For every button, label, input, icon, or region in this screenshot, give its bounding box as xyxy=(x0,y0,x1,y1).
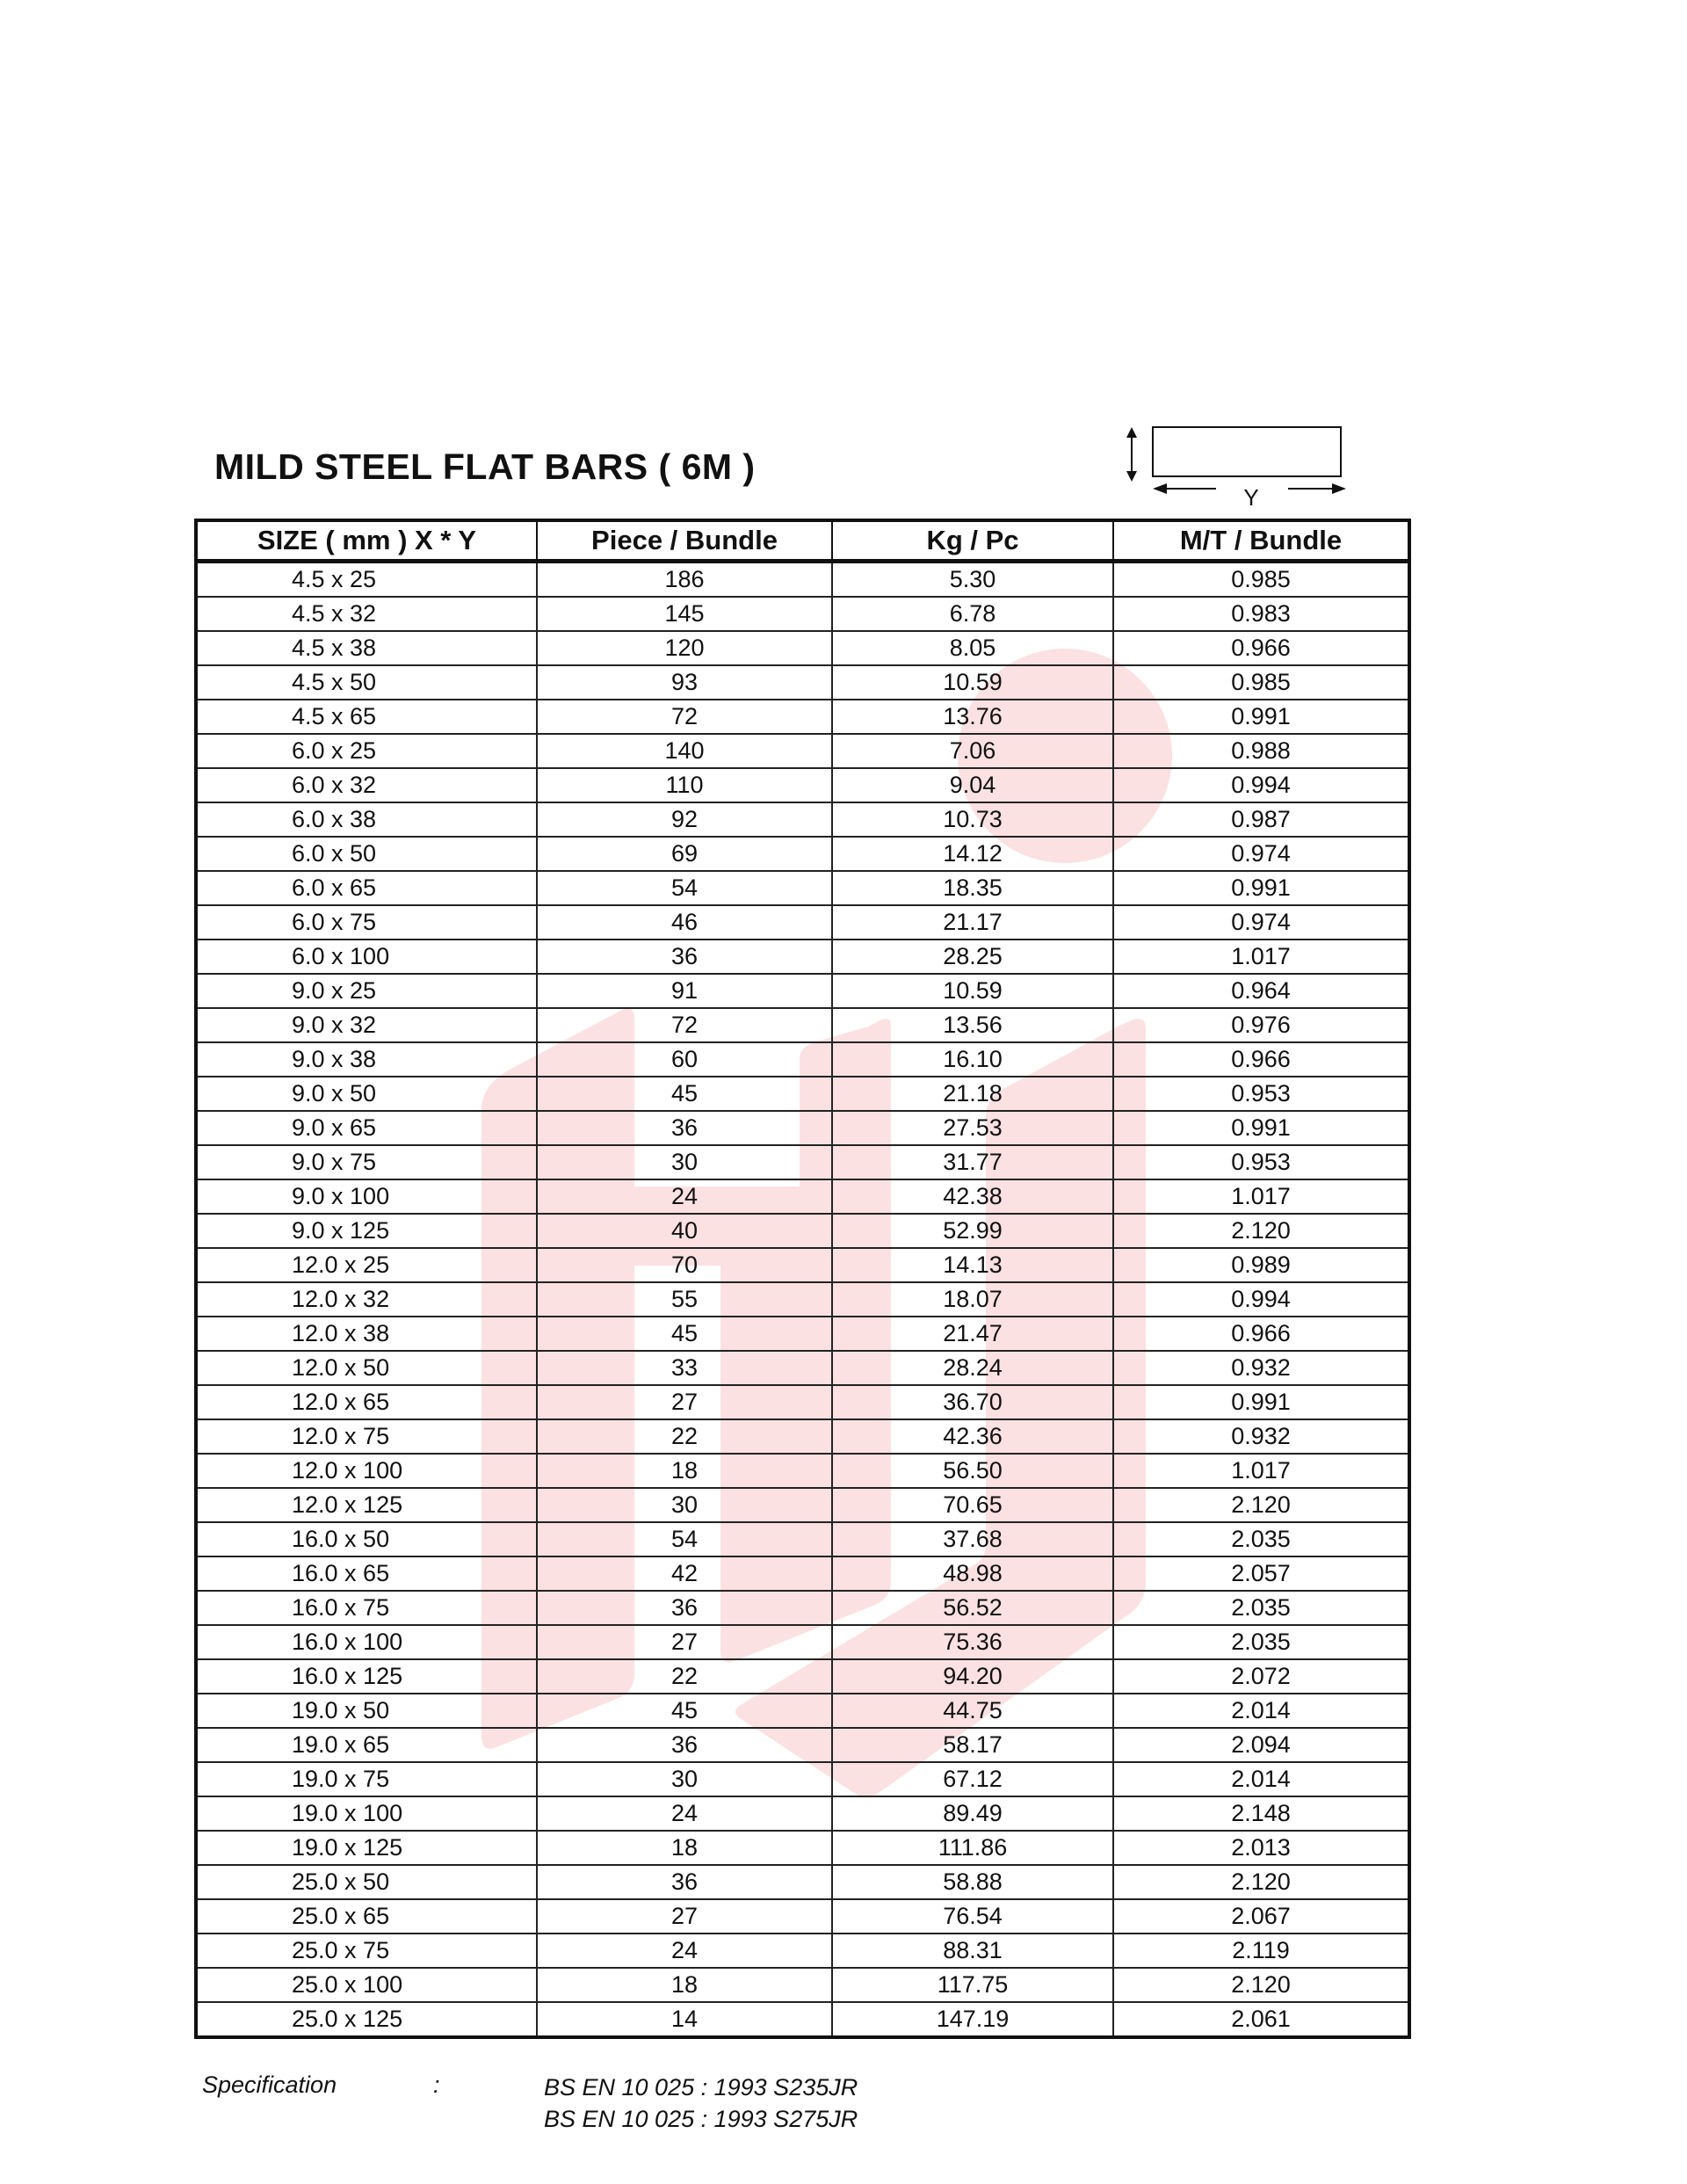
size-cell: 16.0 x 75 xyxy=(196,1591,537,1625)
size-cell: 6.0 x 50 xyxy=(196,837,537,871)
size-cell: 9.0 x 65 xyxy=(196,1111,537,1145)
piece-bundle-cell: 27 xyxy=(537,1899,832,1934)
mt-bundle-cell: 0.983 xyxy=(1113,597,1409,631)
mt-bundle-cell: 0.985 xyxy=(1113,665,1409,700)
kg-pc-cell: 89.49 xyxy=(832,1796,1113,1831)
bar-cross-section xyxy=(1153,427,1341,476)
mt-bundle-column-header: M/T / Bundle xyxy=(1113,520,1409,562)
table-row xyxy=(196,1419,1409,1454)
table-row xyxy=(196,665,1409,700)
dimension-diagram xyxy=(1116,424,1353,520)
mt-bundle-cell: 0.989 xyxy=(1113,1248,1409,1282)
mt-bundle-cell: 0.994 xyxy=(1113,1282,1409,1317)
kg-pc-cell: 8.05 xyxy=(832,631,1113,665)
size-cell: 19.0 x 65 xyxy=(196,1728,537,1762)
piece-bundle-cell: 54 xyxy=(537,1522,832,1556)
kg-pc-cell: 9.04 xyxy=(832,768,1113,802)
table-row xyxy=(196,1522,1409,1556)
piece-bundle-cell: 22 xyxy=(537,1419,832,1454)
kg-pc-cell: 10.59 xyxy=(832,974,1113,1008)
piece-bundle-cell: 45 xyxy=(537,1077,832,1111)
mt-bundle-cell: 0.953 xyxy=(1113,1077,1409,1111)
mt-bundle-cell: 1.017 xyxy=(1113,940,1409,974)
table-row xyxy=(196,1008,1409,1042)
size-cell: 16.0 x 50 xyxy=(196,1522,537,1556)
piece-bundle-cell: 45 xyxy=(537,1694,832,1728)
size-cell: 19.0 x 125 xyxy=(196,1831,537,1865)
piece-bundle-cell: 186 xyxy=(537,562,832,598)
table-row xyxy=(196,1762,1409,1796)
piece-bundle-cell: 120 xyxy=(537,631,832,665)
size-cell: 6.0 x 100 xyxy=(196,940,537,974)
mt-bundle-cell: 0.953 xyxy=(1113,1145,1409,1179)
kg-pc-cell: 10.59 xyxy=(832,665,1113,700)
kg-pc-cell: 88.31 xyxy=(832,1934,1113,1968)
size-cell: 12.0 x 65 xyxy=(196,1385,537,1419)
table-row xyxy=(196,1042,1409,1077)
piece-bundle-cell: 18 xyxy=(537,1831,832,1865)
piece-bundle-cell: 140 xyxy=(537,734,832,768)
kg-pc-cell: 147.19 xyxy=(832,2002,1113,2037)
table-row xyxy=(196,1282,1409,1317)
mt-bundle-cell: 2.148 xyxy=(1113,1796,1409,1831)
mt-bundle-cell: 1.017 xyxy=(1113,1179,1409,1214)
table-row xyxy=(196,1694,1409,1728)
piece-bundle-cell: 92 xyxy=(537,802,832,837)
size-cell: 25.0 x 50 xyxy=(196,1865,537,1899)
kg-pc-cell: 56.52 xyxy=(832,1591,1113,1625)
table-row xyxy=(196,1831,1409,1865)
mt-bundle-cell: 0.966 xyxy=(1113,631,1409,665)
mt-bundle-cell: 2.035 xyxy=(1113,1522,1409,1556)
mt-bundle-cell: 0.932 xyxy=(1113,1351,1409,1385)
mt-bundle-cell: 2.120 xyxy=(1113,1488,1409,1522)
mt-bundle-cell: 2.057 xyxy=(1113,1556,1409,1591)
piece-bundle-cell: 36 xyxy=(537,940,832,974)
width-arrow-right-head xyxy=(1332,483,1346,494)
mt-bundle-cell: 0.991 xyxy=(1113,700,1409,734)
size-column-header: SIZE ( mm ) X * Y xyxy=(196,520,537,562)
kg-pc-cell: 28.25 xyxy=(832,940,1113,974)
piece-bundle-cell: 27 xyxy=(537,1625,832,1659)
kg-pc-cell: 36.70 xyxy=(832,1385,1113,1419)
size-cell: 12.0 x 32 xyxy=(196,1282,537,1317)
mt-bundle-cell: 2.061 xyxy=(1113,2002,1409,2037)
table-row xyxy=(196,1385,1409,1419)
specification-value: BS EN 10 025 : 1993 S235JR xyxy=(544,2074,858,2101)
table-header-row xyxy=(196,520,1409,562)
size-cell: 9.0 x 125 xyxy=(196,1214,537,1248)
table-row xyxy=(196,837,1409,871)
piece-bundle-cell: 18 xyxy=(537,1968,832,2002)
mt-bundle-cell: 0.987 xyxy=(1113,802,1409,837)
size-cell: 12.0 x 50 xyxy=(196,1351,537,1385)
table-row xyxy=(196,1111,1409,1145)
table-row xyxy=(196,1865,1409,1899)
piece-bundle-cell: 60 xyxy=(537,1042,832,1077)
kg-pc-cell: 58.17 xyxy=(832,1728,1113,1762)
piece-bundle-cell: 55 xyxy=(537,1282,832,1317)
mt-bundle-cell: 0.976 xyxy=(1113,1008,1409,1042)
size-cell: 25.0 x 75 xyxy=(196,1934,537,1968)
size-cell: 6.0 x 65 xyxy=(196,871,537,905)
table-row xyxy=(196,1934,1409,1968)
size-cell: 25.0 x 65 xyxy=(196,1899,537,1934)
mt-bundle-cell: 0.994 xyxy=(1113,768,1409,802)
piece-bundle-cell: 72 xyxy=(537,700,832,734)
piece-bundle-cell: 36 xyxy=(537,1111,832,1145)
size-cell: 25.0 x 100 xyxy=(196,1968,537,2002)
mt-bundle-cell: 0.966 xyxy=(1113,1042,1409,1077)
kg-pc-cell: 48.98 xyxy=(832,1556,1113,1591)
table-row xyxy=(196,734,1409,768)
kg-pc-cell: 75.36 xyxy=(832,1625,1113,1659)
mt-bundle-cell: 2.014 xyxy=(1113,1694,1409,1728)
mt-bundle-cell: 2.035 xyxy=(1113,1591,1409,1625)
table-row xyxy=(196,1899,1409,1934)
kg-pc-cell: 18.35 xyxy=(832,871,1113,905)
width-arrow-left-head xyxy=(1153,483,1167,494)
table-row xyxy=(196,1214,1409,1248)
kg-pc-cell: 14.12 xyxy=(832,837,1113,871)
thickness-arrow-up-head xyxy=(1126,427,1137,438)
table-row xyxy=(196,1625,1409,1659)
mt-bundle-cell: 1.017 xyxy=(1113,1454,1409,1488)
mt-bundle-cell: 0.966 xyxy=(1113,1317,1409,1351)
mt-bundle-cell: 0.985 xyxy=(1113,562,1409,598)
mt-bundle-cell: 2.094 xyxy=(1113,1728,1409,1762)
specification-label: Specification xyxy=(202,2072,337,2098)
size-cell: 4.5 x 38 xyxy=(196,631,537,665)
kg-pc-cell: 44.75 xyxy=(832,1694,1113,1728)
size-cell: 12.0 x 75 xyxy=(196,1419,537,1454)
mt-bundle-cell: 0.991 xyxy=(1113,1385,1409,1419)
kg-pc-cell: 16.10 xyxy=(832,1042,1113,1077)
piece-bundle-cell: 45 xyxy=(537,1317,832,1351)
piece-bundle-cell: 18 xyxy=(537,1454,832,1488)
mt-bundle-cell: 0.988 xyxy=(1113,734,1409,768)
kg-pc-cell: 67.12 xyxy=(832,1762,1113,1796)
size-cell: 4.5 x 32 xyxy=(196,597,537,631)
mt-bundle-cell: 2.014 xyxy=(1113,1762,1409,1796)
piece-bundle-cell: 145 xyxy=(537,597,832,631)
kg-pc-cell: 13.56 xyxy=(832,1008,1113,1042)
size-cell: 4.5 x 50 xyxy=(196,665,537,700)
size-cell: 12.0 x 38 xyxy=(196,1317,537,1351)
size-cell: 12.0 x 100 xyxy=(196,1454,537,1488)
table-row xyxy=(196,802,1409,837)
kg-pc-cell: 14.13 xyxy=(832,1248,1113,1282)
kg-pc-cell: 27.53 xyxy=(832,1111,1113,1145)
piece-bundle-cell: 36 xyxy=(537,1728,832,1762)
kg-pc-cell: 7.06 xyxy=(832,734,1113,768)
mt-bundle-cell: 0.991 xyxy=(1113,1111,1409,1145)
table-row xyxy=(196,768,1409,802)
piece-bundle-cell: 69 xyxy=(537,837,832,871)
size-cell: 19.0 x 100 xyxy=(196,1796,537,1831)
table-row xyxy=(196,1351,1409,1385)
specification-colon: : xyxy=(433,2072,440,2098)
size-cell: 9.0 x 25 xyxy=(196,974,537,1008)
table-row xyxy=(196,1248,1409,1282)
size-cell: 12.0 x 125 xyxy=(196,1488,537,1522)
table-row xyxy=(196,631,1409,665)
kg-pc-cell: 10.73 xyxy=(832,802,1113,837)
size-cell: 6.0 x 25 xyxy=(196,734,537,768)
kg-pc-cell: 42.38 xyxy=(832,1179,1113,1214)
mt-bundle-cell: 2.013 xyxy=(1113,1831,1409,1865)
table-body xyxy=(196,562,1409,2038)
kg-pc-column-header: Kg / Pc xyxy=(832,520,1113,562)
size-cell: 19.0 x 50 xyxy=(196,1694,537,1728)
width-label: Y xyxy=(1243,484,1259,511)
table-row xyxy=(196,974,1409,1008)
size-cell: 9.0 x 75 xyxy=(196,1145,537,1179)
piece-bundle-column-header: Piece / Bundle xyxy=(537,520,832,562)
thickness-arrow-down-head xyxy=(1126,471,1137,482)
piece-bundle-cell: 24 xyxy=(537,1179,832,1214)
mt-bundle-cell: 0.991 xyxy=(1113,871,1409,905)
piece-bundle-cell: 30 xyxy=(537,1145,832,1179)
table-row xyxy=(196,1179,1409,1214)
flat-bar-table xyxy=(194,519,1408,2039)
table-row xyxy=(196,1454,1409,1488)
kg-pc-cell: 52.99 xyxy=(832,1214,1113,1248)
kg-pc-cell: 76.54 xyxy=(832,1899,1113,1934)
table-row xyxy=(196,871,1409,905)
kg-pc-cell: 94.20 xyxy=(832,1659,1113,1694)
kg-pc-cell: 117.75 xyxy=(832,1968,1113,2002)
piece-bundle-cell: 46 xyxy=(537,905,832,940)
size-cell: 6.0 x 38 xyxy=(196,802,537,837)
piece-bundle-cell: 72 xyxy=(537,1008,832,1042)
size-cell: 9.0 x 100 xyxy=(196,1179,537,1214)
size-cell: 9.0 x 32 xyxy=(196,1008,537,1042)
piece-bundle-cell: 42 xyxy=(537,1556,832,1591)
piece-bundle-cell: 14 xyxy=(537,2002,832,2037)
mt-bundle-cell: 0.974 xyxy=(1113,905,1409,940)
size-cell: 6.0 x 75 xyxy=(196,905,537,940)
table-row xyxy=(196,2002,1409,2037)
page-title: MILD STEEL FLAT BARS ( 6M ) xyxy=(214,446,756,487)
mt-bundle-cell: 2.119 xyxy=(1113,1934,1409,1968)
mt-bundle-cell: 2.120 xyxy=(1113,1865,1409,1899)
table-row xyxy=(196,1488,1409,1522)
table-row xyxy=(196,1796,1409,1831)
table-row xyxy=(196,1556,1409,1591)
table-row xyxy=(196,1145,1409,1179)
size-cell: 16.0 x 65 xyxy=(196,1556,537,1591)
size-cell: 9.0 x 38 xyxy=(196,1042,537,1077)
table-row xyxy=(196,1317,1409,1351)
mt-bundle-cell: 0.964 xyxy=(1113,974,1409,1008)
kg-pc-cell: 42.36 xyxy=(832,1419,1113,1454)
kg-pc-cell: 13.76 xyxy=(832,700,1113,734)
table-row xyxy=(196,905,1409,940)
piece-bundle-cell: 30 xyxy=(537,1762,832,1796)
table-row xyxy=(196,700,1409,734)
mt-bundle-cell: 2.035 xyxy=(1113,1625,1409,1659)
piece-bundle-cell: 24 xyxy=(537,1934,832,1968)
kg-pc-cell: 5.30 xyxy=(832,562,1113,598)
piece-bundle-cell: 110 xyxy=(537,768,832,802)
specification-value: BS EN 10 025 : 1993 S275JR xyxy=(544,2106,858,2132)
piece-bundle-cell: 33 xyxy=(537,1351,832,1385)
size-cell: 16.0 x 125 xyxy=(196,1659,537,1694)
kg-pc-cell: 70.65 xyxy=(832,1488,1113,1522)
kg-pc-cell: 6.78 xyxy=(832,597,1113,631)
size-cell: 6.0 x 32 xyxy=(196,768,537,802)
size-cell: 12.0 x 25 xyxy=(196,1248,537,1282)
kg-pc-cell: 21.17 xyxy=(832,905,1113,940)
mt-bundle-cell: 2.120 xyxy=(1113,1968,1409,2002)
table-row xyxy=(196,1728,1409,1762)
piece-bundle-cell: 70 xyxy=(537,1248,832,1282)
kg-pc-cell: 21.47 xyxy=(832,1317,1113,1351)
kg-pc-cell: 58.88 xyxy=(832,1865,1113,1899)
piece-bundle-cell: 27 xyxy=(537,1385,832,1419)
size-cell: 25.0 x 125 xyxy=(196,2002,537,2037)
size-cell: 19.0 x 75 xyxy=(196,1762,537,1796)
piece-bundle-cell: 36 xyxy=(537,1591,832,1625)
specification-values xyxy=(544,2072,858,2135)
mt-bundle-cell: 2.072 xyxy=(1113,1659,1409,1694)
mt-bundle-cell: 2.067 xyxy=(1113,1899,1409,1934)
table-row xyxy=(196,597,1409,631)
kg-pc-cell: 21.18 xyxy=(832,1077,1113,1111)
kg-pc-cell: 18.07 xyxy=(832,1282,1113,1317)
piece-bundle-cell: 40 xyxy=(537,1214,832,1248)
kg-pc-cell: 37.68 xyxy=(832,1522,1113,1556)
size-cell: 4.5 x 25 xyxy=(196,562,537,598)
mt-bundle-cell: 0.974 xyxy=(1113,837,1409,871)
mt-bundle-cell: 2.120 xyxy=(1113,1214,1409,1248)
mt-bundle-cell: 0.932 xyxy=(1113,1419,1409,1454)
piece-bundle-cell: 54 xyxy=(537,871,832,905)
size-cell: 9.0 x 50 xyxy=(196,1077,537,1111)
piece-bundle-cell: 36 xyxy=(537,1865,832,1899)
kg-pc-cell: 31.77 xyxy=(832,1145,1113,1179)
piece-bundle-cell: 30 xyxy=(537,1488,832,1522)
table-row xyxy=(196,562,1409,598)
kg-pc-cell: 56.50 xyxy=(832,1454,1113,1488)
piece-bundle-cell: 24 xyxy=(537,1796,832,1831)
kg-pc-cell: 111.86 xyxy=(832,1831,1113,1865)
size-cell: 16.0 x 100 xyxy=(196,1625,537,1659)
table-row xyxy=(196,1077,1409,1111)
piece-bundle-cell: 93 xyxy=(537,665,832,700)
table-row xyxy=(196,940,1409,974)
table-row xyxy=(196,1659,1409,1694)
piece-bundle-cell: 91 xyxy=(537,974,832,1008)
kg-pc-cell: 28.24 xyxy=(832,1351,1113,1385)
table-row xyxy=(196,1968,1409,2002)
table-row xyxy=(196,1591,1409,1625)
piece-bundle-cell: 22 xyxy=(537,1659,832,1694)
size-cell: 4.5 x 65 xyxy=(196,700,537,734)
